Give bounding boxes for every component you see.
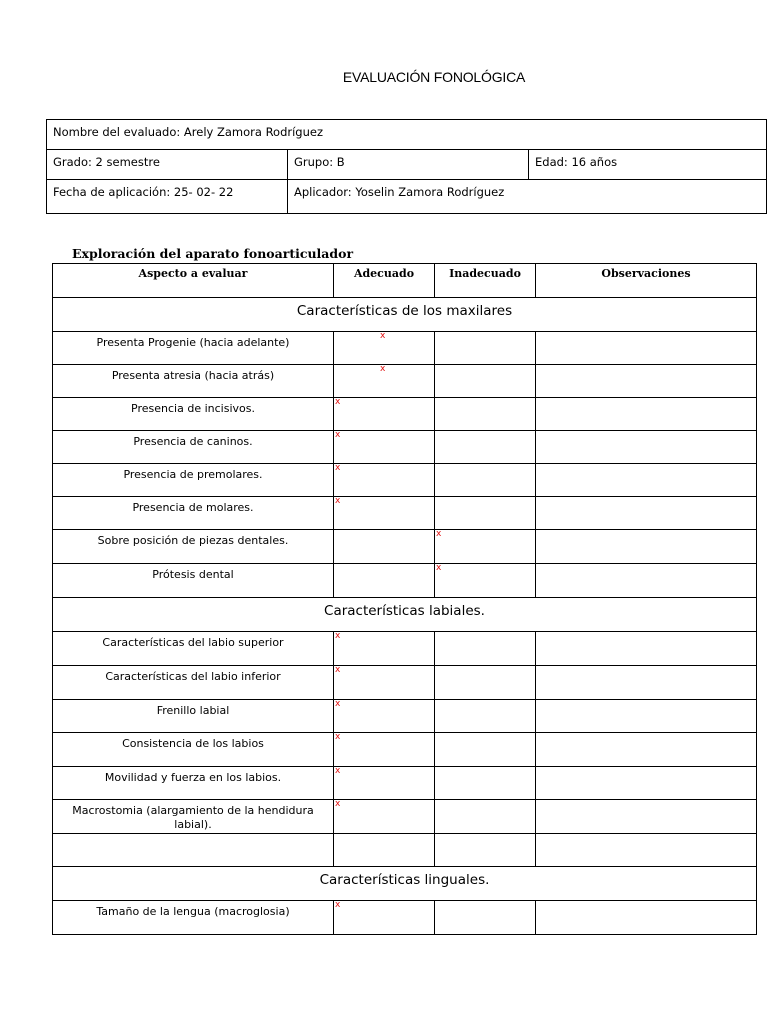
header-observaciones: Observaciones: [536, 264, 757, 298]
inadecuado-cell: [435, 398, 536, 431]
aspect-cell: Prótesis dental: [53, 564, 334, 598]
adecuado-cell: [334, 767, 435, 800]
observaciones-cell: [536, 666, 757, 700]
aspect-cell: Presencia de premolares.: [53, 464, 334, 497]
inadecuado-cell: [435, 666, 536, 700]
check-mark: x: [380, 364, 386, 374]
grupo-field: Grupo: B: [288, 150, 529, 180]
adecuado-cell: [334, 431, 435, 464]
section-row: [53, 598, 757, 632]
section-title: Características linguales.: [53, 867, 757, 901]
adecuado-cell: [334, 800, 435, 834]
adecuado-cell: [334, 497, 435, 530]
observaciones-cell: [536, 800, 757, 834]
adecuado-cell: [334, 700, 435, 733]
table-row: [53, 564, 757, 598]
table-row: [53, 497, 757, 530]
grado-field: Grado: 2 semestre: [47, 150, 288, 180]
adecuado-cell: [334, 733, 435, 767]
check-mark: x: [335, 665, 341, 675]
table-row: [53, 431, 757, 464]
aspect-cell: Tamaño de la lengua (macroglosia): [53, 901, 334, 935]
table-row: [53, 800, 757, 834]
edad-field: Edad: 16 años: [529, 150, 767, 180]
observaciones-cell: [536, 464, 757, 497]
inadecuado-cell: [435, 464, 536, 497]
table-row: [53, 464, 757, 497]
table-row: [53, 365, 757, 398]
adecuado-cell: [334, 564, 435, 598]
inadecuado-cell: [435, 332, 536, 365]
check-mark: x: [380, 331, 386, 341]
adecuado-cell: [334, 398, 435, 431]
check-mark: x: [335, 463, 341, 473]
check-mark: x: [335, 766, 341, 776]
aspect-cell: Características del labio superior: [53, 632, 334, 666]
observaciones-cell: [536, 530, 757, 564]
check-mark: x: [436, 529, 442, 539]
table-row: [53, 767, 757, 800]
observaciones-cell: [536, 332, 757, 365]
aspect-cell: Frenillo labial: [53, 700, 334, 733]
check-mark: x: [335, 496, 341, 506]
exploration-heading: Exploración del aparato fonoarticulador: [72, 246, 354, 261]
check-mark: x: [335, 631, 341, 641]
table-row: [53, 700, 757, 733]
observaciones-cell: [536, 398, 757, 431]
adecuado-cell: [334, 530, 435, 564]
header-aspecto: Aspecto a evaluar: [53, 264, 334, 298]
aplicador-field: Aplicador: Yoselin Zamora Rodríguez: [288, 180, 767, 214]
observaciones-cell: [536, 632, 757, 666]
inadecuado-cell: [435, 497, 536, 530]
header-inadecuado: Inadecuado: [435, 264, 536, 298]
adecuado-cell: [334, 834, 435, 867]
header-adecuado: Adecuado: [334, 264, 435, 298]
observaciones-cell: [536, 700, 757, 733]
aspect-cell: Presencia de molares.: [53, 497, 334, 530]
inadecuado-cell: [435, 901, 536, 935]
table-row: [53, 666, 757, 700]
inadecuado-cell: [435, 834, 536, 867]
adecuado-cell: [334, 332, 435, 365]
aspect-cell: Presencia de incisivos.: [53, 398, 334, 431]
aspect-cell: Macrostomia (alargamiento de la hendidura labial).: [53, 800, 334, 834]
observaciones-cell: [536, 365, 757, 398]
table-row: [53, 834, 757, 867]
section-row: [53, 298, 757, 332]
aspect-cell: [53, 834, 334, 867]
check-mark: x: [335, 699, 341, 709]
check-mark: x: [335, 430, 341, 440]
table-row: [53, 632, 757, 666]
adecuado-cell: [334, 901, 435, 935]
nombre-field: Nombre del evaluado: Arely Zamora Rodríguez: [47, 120, 767, 150]
observaciones-cell: [536, 767, 757, 800]
adecuado-cell: [334, 632, 435, 666]
inadecuado-cell: [435, 700, 536, 733]
aspect-cell: Presenta atresia (hacia atrás): [53, 365, 334, 398]
table-row: [53, 733, 757, 767]
adecuado-cell: [334, 666, 435, 700]
observaciones-cell: [536, 564, 757, 598]
table-row: [53, 332, 757, 365]
inadecuado-cell: [435, 800, 536, 834]
check-mark: x: [436, 563, 442, 573]
inadecuado-cell: [435, 530, 536, 564]
info-table: [46, 119, 767, 214]
observaciones-cell: [536, 431, 757, 464]
aspect-cell: Presencia de caninos.: [53, 431, 334, 464]
observaciones-cell: [536, 901, 757, 935]
check-mark: x: [335, 799, 341, 809]
aspect-cell: Movilidad y fuerza en los labios.: [53, 767, 334, 800]
section-title: Características labiales.: [53, 598, 757, 632]
observaciones-cell: [536, 733, 757, 767]
aspect-cell: Características del labio inferior: [53, 666, 334, 700]
aspect-cell: Sobre posición de piezas dentales.: [53, 530, 334, 564]
inadecuado-cell: [435, 365, 536, 398]
inadecuado-cell: [435, 733, 536, 767]
inadecuado-cell: [435, 564, 536, 598]
adecuado-cell: [334, 365, 435, 398]
fecha-field: Fecha de aplicación: 25- 02- 22: [47, 180, 288, 214]
section-row: [53, 867, 757, 901]
inadecuado-cell: [435, 632, 536, 666]
table-row: [53, 398, 757, 431]
check-mark: x: [335, 397, 341, 407]
observaciones-cell: [536, 834, 757, 867]
aspect-cell: Presenta Progenie (hacia adelante): [53, 332, 334, 365]
adecuado-cell: [334, 464, 435, 497]
section-title: Características de los maxilares: [53, 298, 757, 332]
inadecuado-cell: [435, 431, 536, 464]
table-row: [53, 901, 757, 935]
evaluation-table: [52, 263, 757, 935]
check-mark: x: [335, 900, 341, 910]
inadecuado-cell: [435, 767, 536, 800]
check-mark: x: [335, 732, 341, 742]
document-title: EVALUACIÓN FONOLÓGICA: [342, 69, 526, 85]
observaciones-cell: [536, 497, 757, 530]
table-row: [53, 530, 757, 564]
aspect-cell: Consistencia de los labios: [53, 733, 334, 767]
